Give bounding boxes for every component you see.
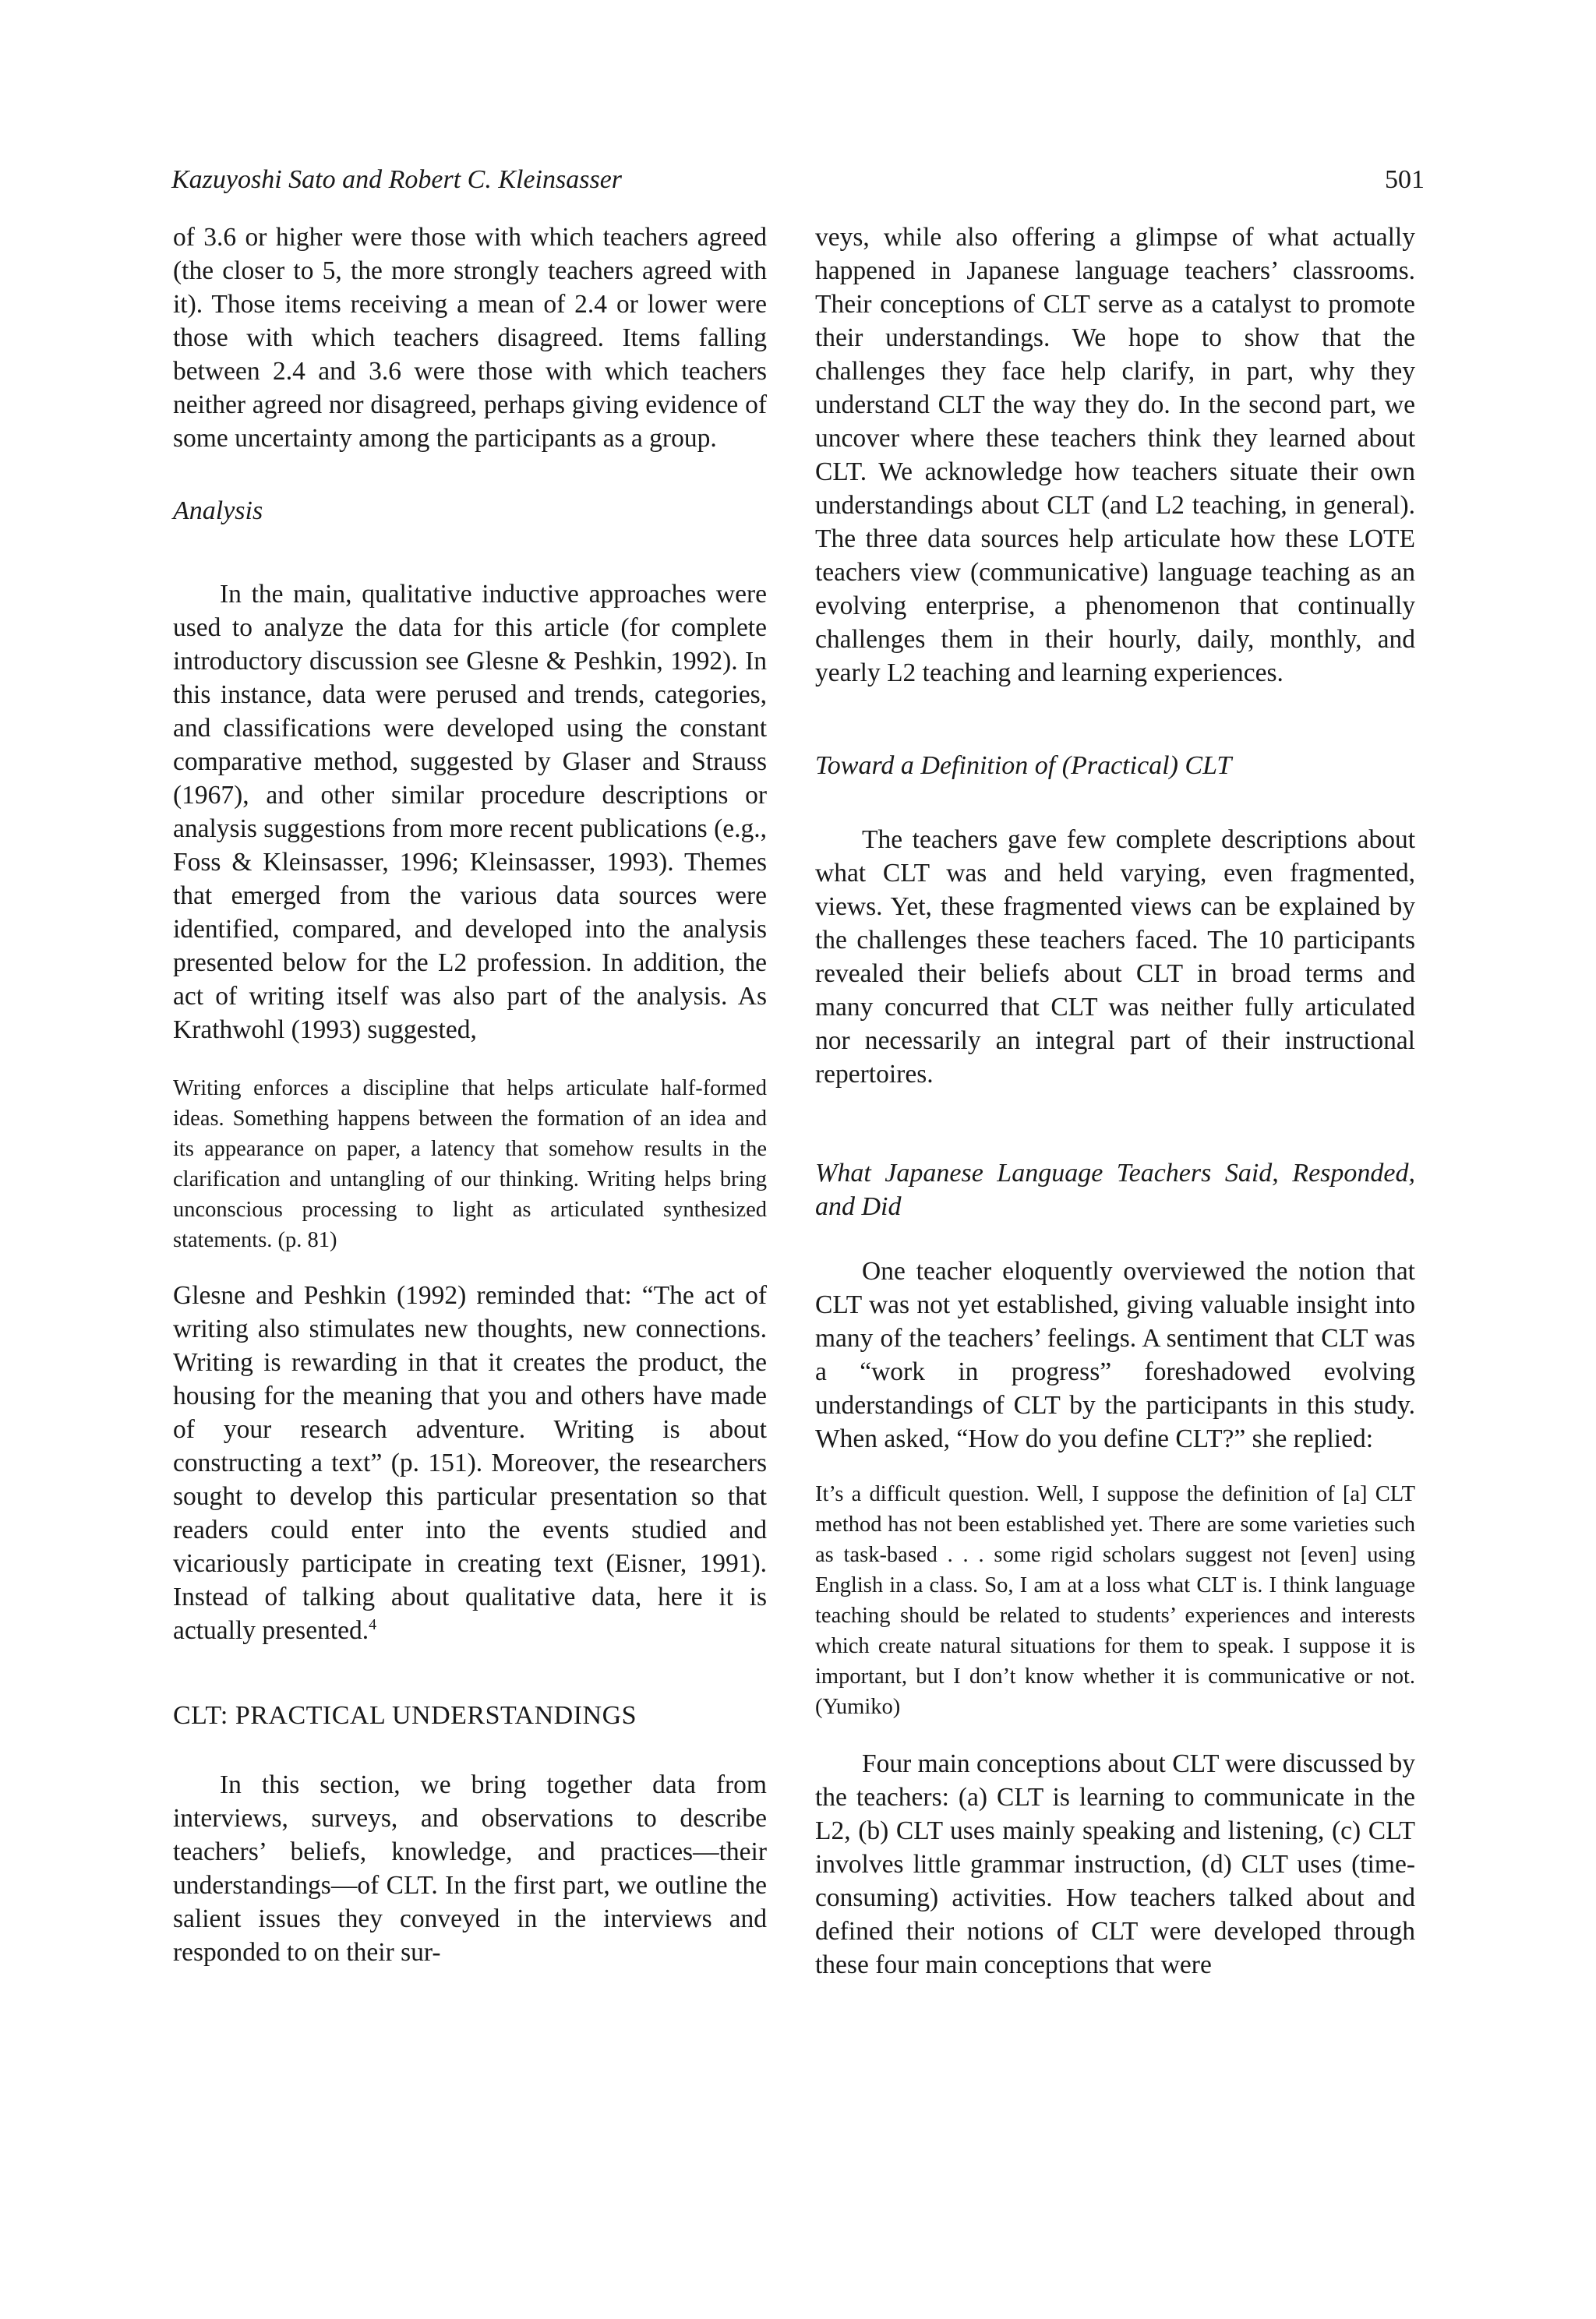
paragraph-section-intro: In this section, we bring together data from interviews, surveys, and observations to describe teachers’ beliefs, knowledge, and practices—their understandings—of CLT. In the first part, we outline the salient issues they conveyed in the interviews and responded to on their sur- xyxy=(173,1770,767,1967)
left-column xyxy=(173,221,767,1969)
paragraph-survey-means: of 3.6 or higher were those with which teachers agreed (the closer to 5, the more strongly teachers agreed with it). Those items receiving a mean of 2.4 or lower were those with which teachers disagreed. Items falling between 2.4 and 3.6 were those with which teachers neither agreed nor disagreed, perhaps giving evidence of some uncertainty among the participants as a group. xyxy=(173,223,767,453)
paragraph-writing xyxy=(173,1279,767,1647)
paragraph-four-conceptions: Four main conceptions about CLT were discussed by the teachers: (a) CLT is learning to communicate in the L2, (b) CLT uses mainly speaking and listening, (c) CLT involves little grammar instruction, (d) CLT uses (time-consuming) activities. How teachers talked about and defined their notions of CLT were developed through these four main conceptions that were xyxy=(815,1749,1415,1979)
right-column xyxy=(815,221,1415,1982)
subheading-definition-clt: Toward a Definition of (Practical) CLT xyxy=(815,751,1232,780)
block-quote-krathwohl: Writing enforces a discipline that helps articulate half-formed ideas. Something happens between the formation of an idea and its appearance on paper, a latency that somehow results in the clarification and untangling of our thinking. Writing helps bring unconscious processing to light as articulated synthesized statements. (p. 81) xyxy=(173,1076,767,1252)
paragraph-surveys-continued: veys, while also offering a glimpse of what actually happened in Japanese language teachers’ classrooms. Their conceptions of CLT serve as a catalyst to promote their understandings. We hope to show that the challenges they face help clarify, in part, why they understand CLT the way they do. In the second part, we uncover where these teachers think they learned about CLT. We acknowledge how teachers situate their own understandings about CLT (and L2 teaching, in general). The three data sources help articulate how these LOTE teachers view (communicative) language teaching as an evolving enterprise, a phenomenon that continually challenges them in their hourly, daily, monthly, and yearly L2 teaching and learning experiences. xyxy=(815,223,1415,687)
page-number: 501 xyxy=(1385,165,1425,194)
paragraph-definition: The teachers gave few complete descriptions about what CLT was and held varying, even fragmented, views. Yet, these fragmented views can be explained by the challenges these teachers faced. The 10 participants revealed their beliefs about CLT in broad terms and many concurred that CLT was neither fully articulated nor necessarily an integral part of their instructional repertoires. xyxy=(815,825,1415,1089)
subheading-analysis: Analysis xyxy=(173,496,263,525)
section-heading-clt: CLT: PRACTICAL UNDERSTANDINGS xyxy=(173,1701,637,1730)
block-quote-yumiko: It’s a difficult question. Well, I suppose the definition of [a] CLT method has not been established yet. There are some varieties such as task-based . . . some rigid scholars suggest not [even] using English in a class. So, I am at a loss what CLT is. I think language teaching should be related to students’ experiences and interests which create natural situations for them to speak. I suppose it is important, but I don’t know whether it is communicative or not. (Yumiko) xyxy=(815,1482,1415,1719)
footnote-marker: 4 xyxy=(369,1615,377,1633)
paragraph-analysis: In the main, qualitative inductive approaches were used to analyze the data for this article (for complete introductory discussion see Glesne & Peshkin, 1992). In this instance, data were perused and trends, categories, and classifications were developed using the constant comparative method, suggested by Glaser and Strauss (1967), and other similar procedure descriptions or analysis suggestions from more recent publications (e.g., Foss & Kleinsasser, 1996; Kleinsasser, 1993). Themes that emerged from the various data sources were identified, compared, and developed into the analysis presented below for the L2 profession. In addition, the act of writing itself was also part of the analysis. As Krathwohl (1993) suggested, xyxy=(173,580,767,1044)
running-head xyxy=(171,165,1425,204)
running-head-authors: Kazuyoshi Sato and Robert C. Kleinsasser xyxy=(171,165,623,194)
paragraph-writing-text: Glesne and Peshkin (1992) reminded that: “The act of writing also stimulates new thoughts, new connections. Writing is rewarding in that it creates the product, the housing for the meaning that you and others have made of your research adventure. Writing is about constructing a text” (p. 151). Moreover, the researchers sought to develop this particular presentation so that readers could enter into the events studied and vicariously participate in creating text (Eisner, 1991). Instead of talking about qualitative data, here it is actually presented. xyxy=(173,1281,767,1645)
subheading-japanese-teachers: What Japanese Language Teachers Said, Responded, and Did xyxy=(815,1159,1415,1221)
paragraph-teacher-overview: One teacher eloquently overviewed the notion that CLT was not yet established, giving valuable insight into many of the teachers’ feelings. A sentiment that CLT was a “work in progress” foreshadowed evolving understandings of CLT by the participants in this study. When asked, “How do you define CLT?” she replied: xyxy=(815,1257,1415,1453)
